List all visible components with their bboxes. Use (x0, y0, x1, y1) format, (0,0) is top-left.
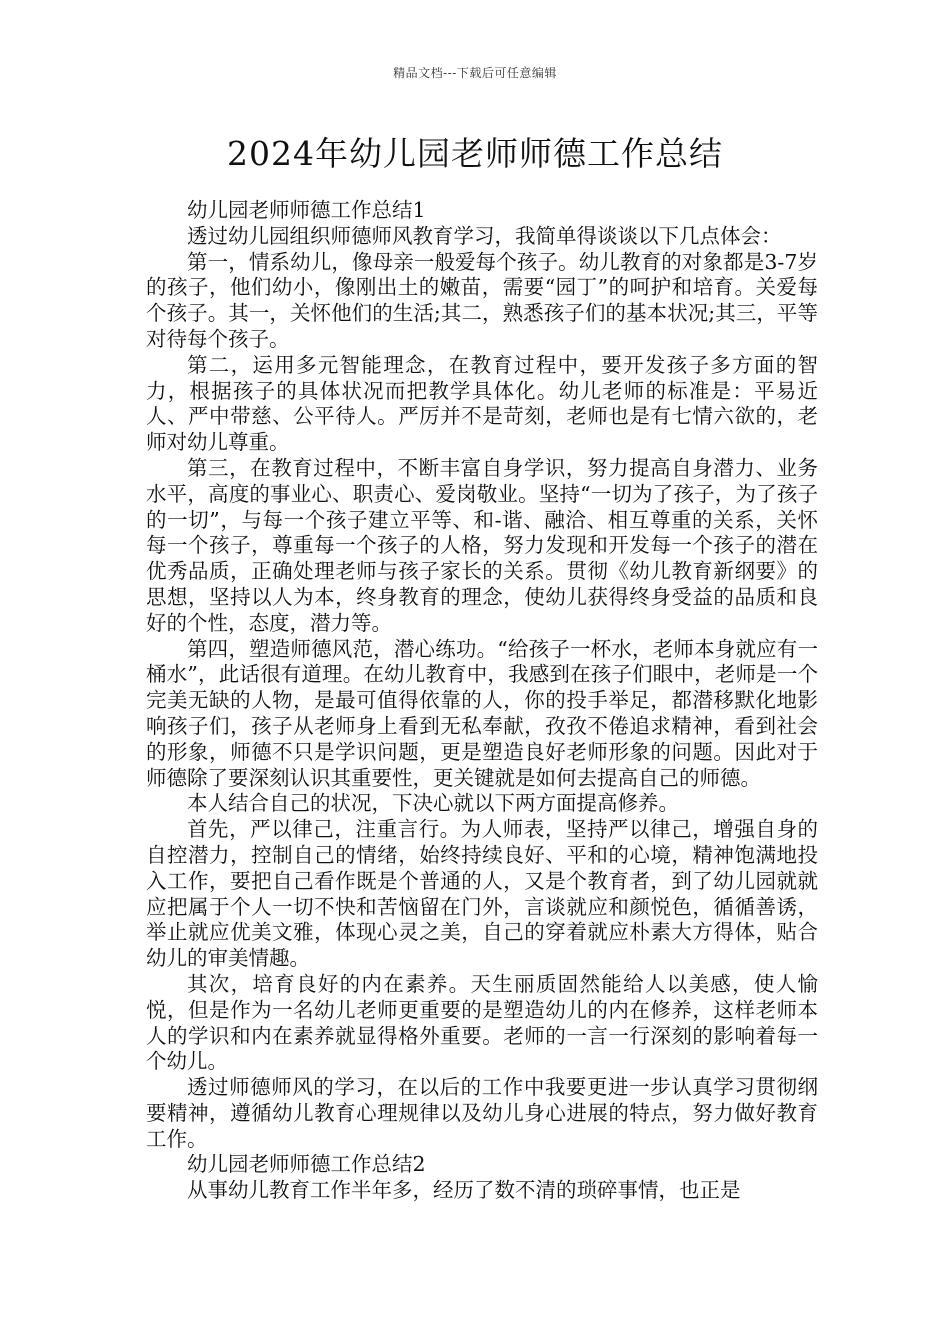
paragraph: 第三，在教育过程中，不断丰富自身学识，努力提高自身潜力、业务水平，高度的事业心、职责心、爱岗敬业。坚持“一切为了孩子，为了孩子的一切”，与每一个孩子建立平等、和-谐、融洽、相互尊重的关系，关怀每一个孩子，尊重每一个孩子的人格，努力发现和开发每一个孩子的潜在优秀品质，正确处理老师与孩子家长的关系。贯彻《幼儿教育新纲要》的思想，坚持以人为本，终身教育的理念，使幼儿获得终身受益的品质和良好的个性，态度，潜力等。 (146, 455, 818, 635)
document-title: 2024年幼儿园老师师德工作总结 (227, 134, 723, 173)
paragraph: 第二，运用多元智能理念，在教育过程中，要开发孩子多方面的智力，根据孩子的具体状况而把教学具体化。幼儿老师的标准是：平易近人、严中带慈、公平待人。严厉并不是苛刻，老师也是有七情六欲的，老师对幼儿尊重。 (146, 352, 818, 455)
paragraph: 首先，严以律己，注重言行。为人师表，坚持严以律己，增强自身的自控潜力，控制自己的情绪，始终持续良好、平和的心境，精神饱满地投入工作，要把自己看作既是个普通的人，又是个教育者，到了幼儿园就就应把属于个人一切不快和苦恼留在门外，言谈就应和颜悦色，循循善诱，举止就应优美文雅，体现心灵之美，自己的穿着就应朴素大方得体，贴合幼儿的审美情趣。 (146, 817, 818, 971)
section-heading: 幼儿园老师师德工作总结2 (187, 1152, 426, 1177)
paragraph: 第一，情系幼儿，像母亲一般爱每个孩子。幼儿教育的对象都是3-7岁的孩子，他们幼小，像刚出土的嫩苗，需要“园丁”的呵护和培育。关爱每个孩子。其一，关怀他们的生活;其二，熟悉孩子们的基本状况;其三，平等对待每个孩子。 (146, 249, 818, 351)
document-body (146, 198, 818, 1204)
paragraph: 第四，塑造师德风范，潜心练功。“给孩子一杯水，老师本身就应有一桶水”，此话很有道理。在幼儿教育中，我感到在孩子们眼中，老师是一个完美无缺的人物，是最可值得依靠的人，你的投手举足，都潜移默化地影响孩子们，孩子从老师身上看到无私奉献，孜孜不倦追求精神，看到社会的形象，师德不只是学识问题，更是塑造良好老师形象的问题。因此对于师德除了要深刻认识其重要性，更关键就是如何去提高自己的师德。 (146, 636, 818, 790)
paragraph: 其次，培育良好的内在素养。天生丽质固然能给人以美感，使人愉悦，但是作为一名幼儿老师更重要的是塑造幼儿的内在修养，这样老师本人的学识和内在素养就显得格外重要。老师的一言一行深刻的影响着每一个幼儿。 (146, 971, 818, 1074)
section-heading: 幼儿园老师师德工作总结1 (187, 198, 426, 222)
paragraph: 透过师德师风的学习，在以后的工作中我要更进一步认真学习贯彻纲要精神，遵循幼儿教育心理规律以及幼儿身心进展的特点，努力做好教育工作。 (146, 1075, 818, 1151)
page-header: 精品文档---下载后可任意编辑 (393, 66, 557, 80)
paragraph: 透过幼儿园组织师德师风教育学习，我简单得谈谈以下几点体会： (187, 223, 782, 248)
paragraph: 从事幼儿教育工作半年多，经历了数不清的琐碎事情，也正是 (187, 1178, 741, 1203)
paragraph: 本人结合自己的状况，下决心就以下两方面提高修养。 (187, 791, 679, 816)
